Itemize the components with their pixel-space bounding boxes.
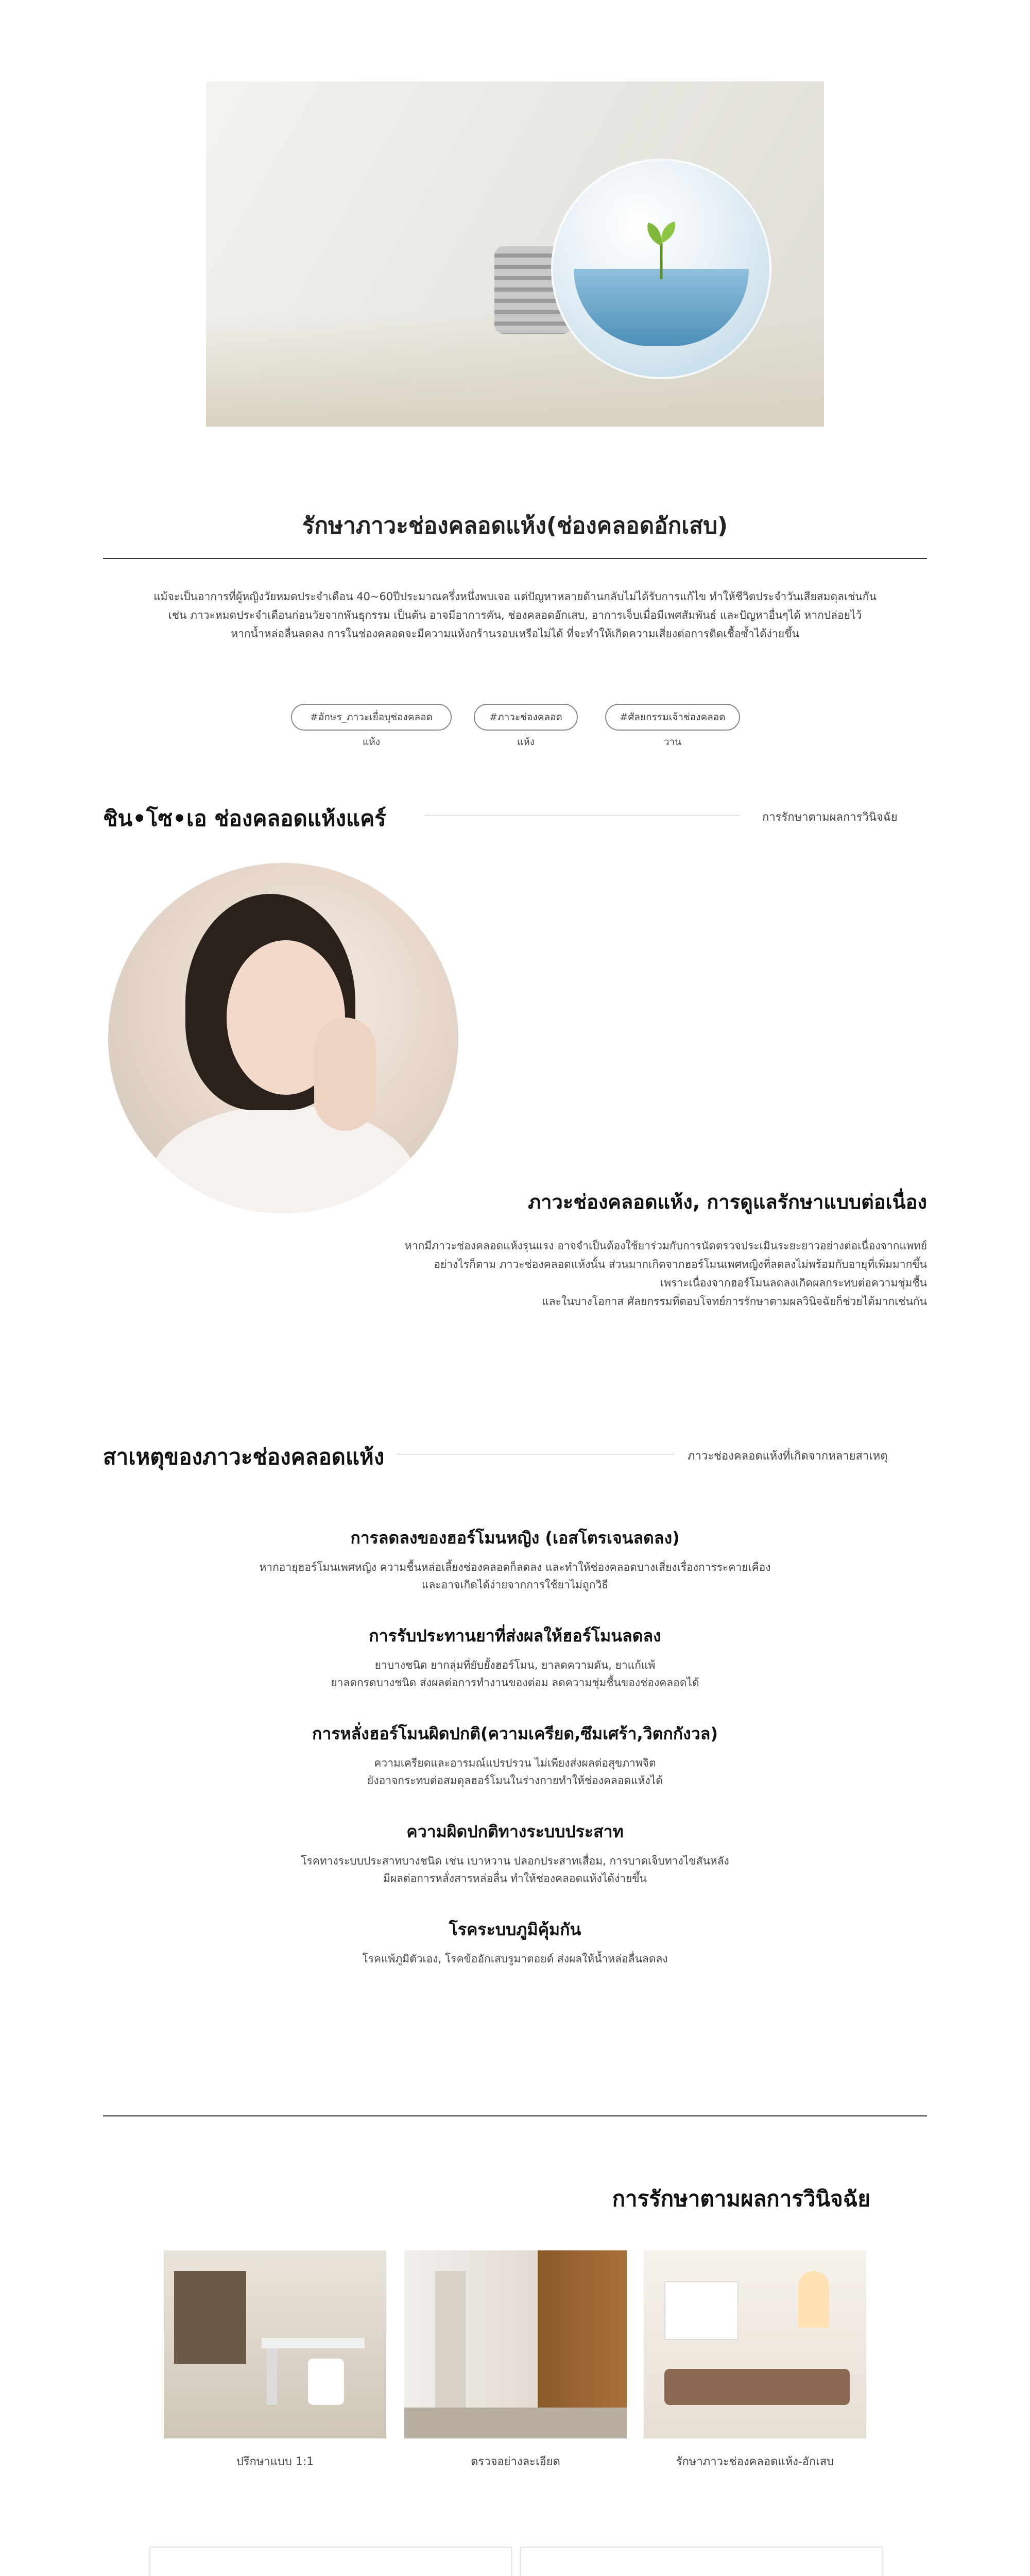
cause-text [103,1950,927,1968]
floor [404,2408,627,2438]
brand-line: หากมีภาวะช่องคลอดแห้งรุนแรง อาจจำเป็นต้องใช้ยาร่วมกับการนัดตรวจประเมินระยะยาวอย่างต่อเนื่องจากแพทย์ [405,1240,927,1252]
intro-line: หากน้ำหล่อลื่นลดลง การในช่องคลอดจะมีความแห้งกร้านรอบเหรือไม่ได้ ที่จะทำให้เกิดความเสี่ยงต่อการติดเชื้อซ้ำได้ง่ายขึ้น [231,628,799,640]
sprout-icon [646,217,677,279]
causes-title: สาเหตุของภาวะช่องคลอดแห้ง [103,1444,385,1469]
treatment-bed [664,2369,850,2405]
cause-line: ยาบางชนิด ยากลุ่มที่ยับยั้งฮอร์โมน, ยาลดความดัน, ยาแก้แพ้ [374,1659,656,1671]
intro-paragraph [103,587,927,643]
door [435,2271,466,2415]
desk [262,2338,365,2348]
cause-line: มีผลต่อการหลั่งสารหล่อลื่น ทำให้ช่องคลอดแห้งได้ง่ายขึ้น [383,1872,647,1885]
photo-caption: ตรวจอย่างละเอียด [471,2455,560,2468]
portrait-hand [314,1018,376,1131]
desk-leg [267,2348,277,2405]
hashtag[interactable]: #อักษร_ภาวะเยื่อบุช่องคลอดแห้ง [291,704,452,731]
photo-caption: รักษาภาวะช่องคลอดแห้ง-อักเสบ [676,2455,834,2468]
divider [103,558,927,559]
cause-title: การหลั่งฮอร์โมนผิดปกติ(ความเครียด,ซึมเศร้า,วิตกกังวล) [312,1724,718,1743]
cause-text [103,1852,927,1887]
cause-item [103,1819,927,1887]
bulb-water [574,269,749,346]
lamp [798,2271,829,2328]
intro-line: แม้จะเป็นอาการที่ผู้หญิงวัยหมดประจำเดือน 40~60ปีประมาณครึ่งหนึ่งพบเจอ แต่ปัญหาหลายด้านกลับไม่ได้รับการแก้ไข ทำให้ชีวิตประจำวันเสียสมดุลเช่นกัน [153,590,877,603]
examination-hallway-photo [404,2250,627,2438]
cause-line: โรคแพ้ภูมิตัวเอง, โรคข้ออักเสบรูมาตอยด์ ส่งผลให้น้ำหล่อลื่นลดลง [362,1953,668,1965]
treatment-card [520,2547,883,2576]
cause-item [103,1721,927,1789]
brand-line: และในบางโอกาส ศัลยกรรมที่ตอบโจทย์การรักษาตามผลวินิจฉัยก็ช่วยได้มากเช่นกัน [542,1295,927,1308]
diagnosis-link[interactable]: การรักษาตามผลการวินิจฉัย [762,811,898,824]
cause-line: หากอายุฮอร์โมนเพศหญิง ความชื้นหล่อเลี้ยงช่องคลอดก็ลดลง และทำให้ช่องคลอดบางเสี่ยงเรื่องการระคายเคือง [259,1561,771,1573]
cause-line: โรคทางระบบประสาทบางชนิด เช่น เบาหวาน ปลอกประสาทเสื่อม, การบาดเจ็บทางไขสันหลัง [301,1855,729,1867]
cause-title: การรับประทานยาที่ส่งผลให้ฮอร์โมนลดลง [369,1626,661,1646]
cause-title: ความผิดปกติทางระบบประสาท [406,1822,624,1841]
treatment-room-photo [644,2250,866,2438]
cause-text [103,1558,927,1594]
hashtag[interactable]: #ภาวะช่องคลอดแห้ง [474,704,578,731]
causes-link[interactable]: ภาวะช่องคลอดแห้งที่เกิดจากหลายสาเหตุ [688,1450,888,1463]
cause-title: การลดลงของฮอร์โมนหญิง (เอสโตรเจนลดลง) [350,1528,680,1548]
brand-section-title: ชิน•โซ•เอ ช่องคลอดแห้งแคร์ [103,806,386,831]
cause-item [103,1623,927,1691]
brand-paragraph [154,1236,927,1311]
woman-portrait [108,863,458,1213]
hero-image [206,81,824,427]
cause-line: ความเครียดและอารมณ์แปรปรวน ไม่เพียงส่งผลต่อสุขภาพจิต [374,1757,656,1769]
divider [103,2115,927,2116]
cause-text [103,1754,927,1789]
cause-item [103,1525,927,1594]
treatment-title: การรักษาตามผลการวินิจฉัย [612,2186,870,2211]
brand-subtitle: ภาวะช่องคลอดแห้ง, การดูแลรักษาแบบต่อเนื่อง [528,1191,927,1213]
light-bulb [551,159,771,379]
intro-title: รักษาภาวะช่องคลอดแห้ง(ช่องคลอดอักเสบ) [302,513,728,539]
treatment-card [149,2547,512,2576]
photo-caption: ปรึกษาแบบ 1:1 [236,2455,314,2468]
cause-line: และอาจเกิดได้ง่ายจากการใช้ยาไม่ถูกวิธี [421,1579,609,1591]
cause-line: ยาลดกรดบางชนิด ส่งผลต่อการทำงานของต่อม ลดความชุ่มชื้นของช่องคลอดได้ [331,1676,699,1689]
cause-title: โรคระบบภูมิคุ้มกัน [449,1920,581,1939]
chair [308,2359,344,2405]
cause-line: ยังอาจกระทบต่อสมดุลฮอร์โมนในร่างกายทำให้ช่องคลอดแห้งได้ [367,1774,663,1787]
cause-item [103,1917,927,1968]
consultation-room-photo [164,2250,386,2438]
portrait-shirt [149,1105,417,1213]
hashtag[interactable]: #ศัลยกรรมเจ้าช่องคลอดวาน [605,704,740,731]
cause-text [103,1656,927,1691]
monitor [664,2281,739,2340]
intro-line: เช่น ภาวะหมดประจำเดือนก่อนวัยจากพันธุกรรม เป็นต้น อาจมีอาการคัน, ช่องคลอดอักเสบ, อาการเจ็บเมื่อมีเพศสัมพันธ์ และปัญหาอื่นๆได้ หากปล่อยไว้ [168,609,862,621]
shelf [174,2271,246,2364]
brand-line: อย่างไรก็ตาม ภาวะช่องคลอดแห้งนั้น ส่วนมากเกิดจากฮอร์โมนเพศหญิงที่ลดลงไม่พร้อมกับอายุที่เพิ่มมากขึ้น [434,1258,927,1270]
brand-line: เพราะเนื่องจากฮอร์โมนลดลงเกิดผลกระทบต่อความชุ่มชื้น [660,1277,927,1289]
